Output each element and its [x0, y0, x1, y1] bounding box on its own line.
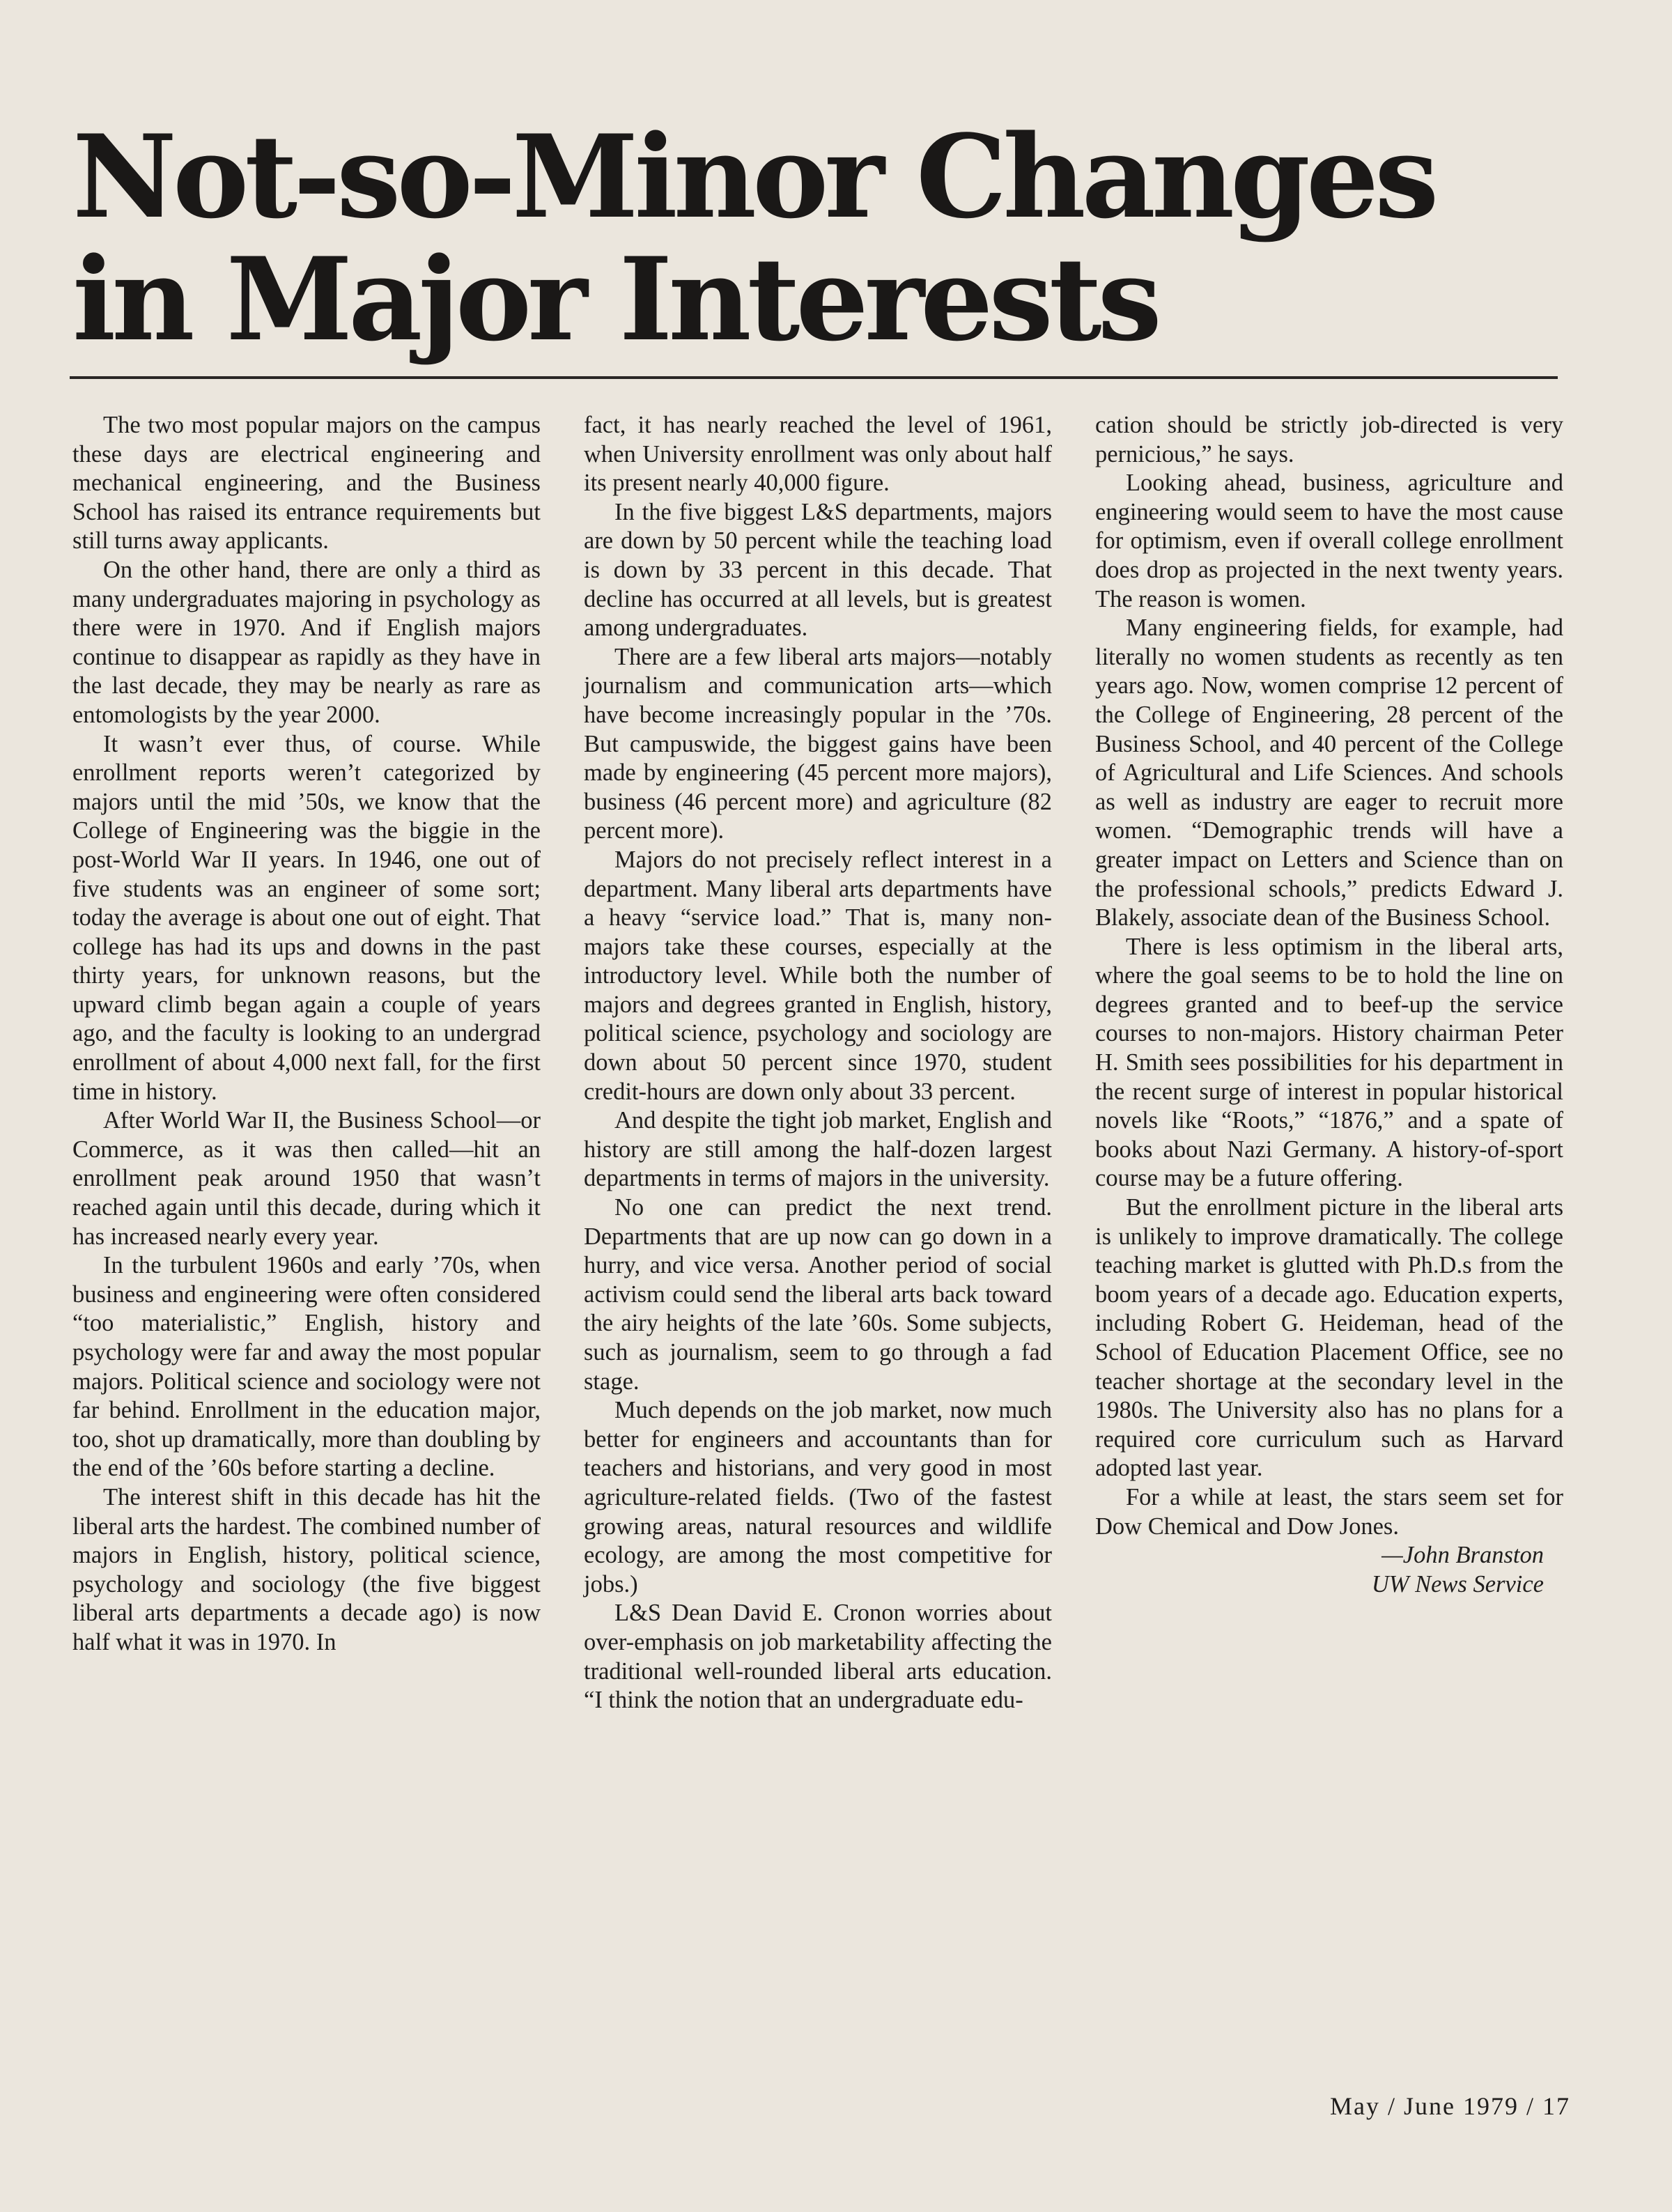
paragraph-continued: cation should be strictly job-directed is very pernicious,” he says. — [1095, 412, 1563, 467]
paragraph: After World War II, the Business School—or Commerce, as it was then called—hit an enrollment peak around 1950 that wasn’t reached again until this decade, during which it has increased nearly every year. — [72, 1107, 541, 1250]
headline-line-1: Not-so-Minor Changes — [72, 109, 1435, 244]
paragraph: It wasn’t ever thus, of course. While enrollment reports weren’t categorized by majors until the mid ’50s, we know that the College of Engineering was the biggie in the post-World War II years. In 1946, one out of five students was an engineer of some sort; today the average is about one out of eight. That college has had its ups and downs in the past thirty years, for unknown reasons, but the upward climb began again a couple of years ago, and the faculty is looking to an undergrad enrollment of about 4,000 next fall, for the first time in history. — [72, 730, 541, 1105]
paragraph: No one can predict the next trend. Departments that are up now can go down in a hurry, and vice versa. Another period of social activism could send the liberal arts back toward the airy heights of the late ’60s. Some subjects, such as journalism, seem to go through a fad stage. — [584, 1194, 1052, 1395]
headline-rule — [70, 376, 1558, 379]
paragraph-continued: fact, it has nearly reached the level of 1961, when University enrollment was only about half its present nearly 40,000 figure. — [584, 412, 1052, 497]
paragraph: On the other hand, there are only a third as many undergraduates majoring in psychology as there were in 1970. And if English majors continue to disappear as rapidly as they have in the last decade, they may be nearly as rare as entomologists by the year 2000. — [72, 556, 541, 728]
paragraph: Many engineering fields, for example, had literally no women students as recently as ten years ago. Now, women comprise 12 percent of the College of Engineering, 28 percent of the Business School, and 40 percent of the College of Agricultural and Life Sciences. And schools as well as industry are eager to recruit more women. “Demographic trends will have a greater impact on Letters and Science than on the professional schools,” predicts Edward J. Blakely, associate dean of the Business School. — [1095, 614, 1563, 931]
article-column-2 — [584, 411, 1052, 1715]
page-folio: May / June 1979 / 17 — [1330, 2092, 1570, 2120]
article-column-1 — [72, 411, 541, 1657]
paragraph: In the turbulent 1960s and early ’70s, when business and engineering were often considered “too materialistic,” English, history and psychology were far and away the most popular majors. Political science and sociology were not far behind. Enrollment in the education major, too, shot up dramatically, more than doubling by the end of the ’60s before starting a decline. — [72, 1252, 541, 1482]
byline — [1095, 1541, 1563, 1599]
paragraph: In the five biggest L&S departments, majors are down by 50 percent while the teaching load is down by 33 percent in this decade. That decline has occurred at all levels, but is greatest among undergraduates. — [584, 498, 1052, 642]
paragraph: Looking ahead, business, agriculture and engineering would seem to have the most cause for optimism, even if overall college enrollment does drop as projected in the next twenty years. The reason is women. — [1095, 470, 1563, 612]
paragraph: Much depends on the job market, now much better for engineers and accountants than for teachers and historians, and very good in most agriculture-related fields. (Two of the fastest growing areas, natural resources and wildlife ecology, are among the most competitive for jobs.) — [584, 1397, 1052, 1598]
byline-source: UW News Service — [1371, 1570, 1544, 1598]
paragraph: The two most popular majors on the campus these days are electrical engineering and mechanical engineering, and the Business School has raised its entrance requirements but still turns away applicants. — [72, 412, 541, 555]
paragraph: There is less optimism in the liberal arts, where the goal seems to be to hold the line on degrees granted and to beef-up the service courses to non-majors. History chairman Peter H. Smith sees possibilities for his department in the recent surge of interest in popular historical novels like “Roots,” “1876,” and a spate of books about Nazi Germany. A history-of-sport course may be a future offering. — [1095, 933, 1563, 1192]
paragraph: The interest shift in this decade has hit the liberal arts the hardest. The combined number of majors in English, history, political science, psychology and sociology (the five biggest liberal arts departments a decade ago) is now half what it was in 1970. In — [72, 1483, 541, 1655]
paragraph: And despite the tight job market, English and history are still among the half-dozen largest departments in terms of majors in the university. — [584, 1107, 1052, 1192]
paragraph: For a while at least, the stars seem set for Dow Chemical and Dow Jones. — [1095, 1483, 1563, 1540]
paragraph: Majors do not precisely reflect interest in a department. Many liberal arts departments have a heavy “service load.” That is, many non-majors take these courses, especially at the introductory level. While both the number of majors and degrees granted in English, history, political science, psychology and sociology are down about 50 percent since 1970, student credit-hours are down only about 33 percent. — [584, 846, 1052, 1105]
paragraph: But the enrollment picture in the liberal arts is unlikely to improve dramatically. The college teaching market is glutted with Ph.D.s from the boom years of a decade ago. Education experts, including Robert G. Heideman, head of the School of Education Placement Office, see no teacher shortage at the secondary level in the 1980s. The University also has no plans for a required core curriculum such as Harvard adopted last year. — [1095, 1194, 1563, 1482]
paragraph: L&S Dean David E. Cronon worries about over-emphasis on job marketability affecting the traditional well-rounded liberal arts education. “I think the notion that an undergraduate edu- — [584, 1600, 1052, 1714]
headline-line-2: in Major Interests — [72, 232, 1158, 366]
paragraph: There are a few liberal arts majors—notably journalism and communication arts—which have become increasingly popular in the ’70s. But campuswide, the biggest gains have been made by engineering (45 percent more majors), business (46 percent more) and agriculture (82 percent more). — [584, 643, 1052, 844]
article-column-3 — [1095, 411, 1563, 1599]
article-headline — [72, 109, 1563, 366]
byline-author: —John Branston — [1381, 1542, 1544, 1569]
